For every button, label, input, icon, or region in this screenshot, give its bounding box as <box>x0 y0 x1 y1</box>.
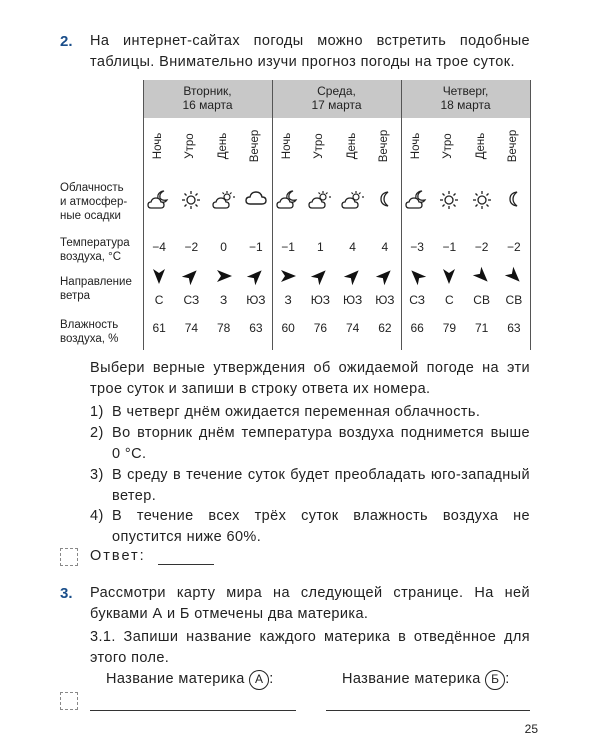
humidity-value: 61 <box>152 321 166 335</box>
temperature-value: −2 <box>507 240 521 254</box>
temperature-value: 1 <box>317 240 324 254</box>
statement-4: 4) В течение всех трёх суток влажность воздуха не опустится ниже 60%. <box>90 508 530 545</box>
row-label-temperature: Температура воздуха, °С <box>60 237 130 263</box>
temperature-value: 4 <box>381 240 389 254</box>
letter-b-mark: Б <box>485 670 505 690</box>
time-of-day: Вечер <box>506 129 519 163</box>
temperature-value: −4 <box>152 240 166 254</box>
sun-icon <box>175 190 207 213</box>
temperature-value: −2 <box>474 240 489 254</box>
arrow-down-right-icon <box>498 267 530 288</box>
time-of-day: День <box>216 132 229 160</box>
wind-direction: СЗ <box>183 293 200 307</box>
arrow-up-right-icon <box>337 267 369 288</box>
continent-b-label: Название материка Б : <box>342 670 510 690</box>
sun-cloud-icon <box>337 190 369 213</box>
time-of-day: Утро <box>313 133 326 159</box>
time-of-day: Ночь <box>410 132 422 160</box>
task-3-checkbox[interactable] <box>60 692 78 710</box>
humidity-value: 63 <box>249 321 263 335</box>
page-number: 25 <box>524 722 538 736</box>
wind-direction: ЮЗ <box>246 293 266 307</box>
day-divider <box>143 80 144 350</box>
humidity-value: 71 <box>474 321 489 335</box>
statement-3: 3) В среду в течение суток будет преобладать юго-западный ветер. <box>90 467 530 504</box>
arrow-up-left-icon <box>401 267 433 288</box>
task-2-number: 2. <box>60 33 73 50</box>
day-header: Среда, 17 марта <box>272 80 401 118</box>
wind-direction: ЮЗ <box>375 293 395 307</box>
arrow-down-icon <box>143 267 175 288</box>
humidity-value: 62 <box>378 321 392 335</box>
day-header: Четверг, 18 марта <box>401 80 530 118</box>
task-3-number: 3. <box>60 585 73 602</box>
task-2-intro: На интернет-сайтах погоды можно встретить подобные таблицы. Внимательно изучи прогноз погоды на трое суток. <box>90 33 530 70</box>
time-of-day: День <box>474 132 487 160</box>
arrow-up-right-icon <box>304 267 336 288</box>
day-divider <box>401 80 402 350</box>
time-of-day: Вечер <box>377 129 390 163</box>
humidity-value: 74 <box>345 321 360 335</box>
moon-cloud-icon <box>272 190 304 213</box>
humidity-value: 78 <box>216 321 231 335</box>
answer-label: Ответ: <box>90 548 146 564</box>
temperature-value: −1 <box>249 240 263 254</box>
time-of-day: Ночь <box>281 132 293 160</box>
time-of-day: Утро <box>184 133 197 159</box>
statement-2: 2) Во вторник днём температура воздуха поднимется выше 0 °С. <box>90 425 530 462</box>
arrow-up-right-icon <box>240 267 272 288</box>
continent-a-label: Название материка А : <box>106 670 274 690</box>
humidity-value: 66 <box>410 321 424 335</box>
continent-b-input-line[interactable] <box>326 710 530 711</box>
arrow-right-icon <box>272 267 304 288</box>
humidity-value: 79 <box>442 321 457 335</box>
humidity-value: 63 <box>507 321 521 335</box>
sun-cloud-icon <box>208 190 240 213</box>
day-divider <box>272 80 273 350</box>
arrow-up-right-icon <box>369 267 401 288</box>
time-of-day: Утро <box>442 133 455 159</box>
answer-checkbox[interactable] <box>60 548 78 566</box>
temperature-value: −2 <box>184 240 199 254</box>
wind-direction: З <box>220 293 228 307</box>
wind-direction: СЗ <box>409 293 426 307</box>
humidity-value: 74 <box>184 321 199 335</box>
row-label-wind: Направление ветра <box>60 276 132 302</box>
moon-icon <box>369 190 401 211</box>
arrow-up-right-icon <box>175 267 207 288</box>
moon-cloud-icon <box>401 190 433 213</box>
continent-a-input-line[interactable] <box>90 710 296 711</box>
arrow-down-right-icon <box>466 267 498 288</box>
time-of-day: День <box>345 132 358 160</box>
wind-direction: З <box>284 293 292 307</box>
cloud-icon <box>240 190 272 209</box>
day-divider <box>530 80 531 350</box>
temperature-value: 0 <box>220 240 227 254</box>
wind-direction: С <box>154 293 164 307</box>
row-label-humidity: Влажность воздуха, % <box>60 319 119 345</box>
temperature-value: −3 <box>410 240 424 254</box>
arrow-right-icon <box>208 267 240 288</box>
humidity-value: 76 <box>313 321 328 335</box>
temperature-value: 4 <box>349 240 356 254</box>
humidity-value: 60 <box>281 321 295 335</box>
task-3-sub: 3.1. Запиши название каждого материка в отведённое для этого поле. <box>90 629 530 666</box>
moon-icon <box>498 190 530 211</box>
wind-direction: СВ <box>505 293 523 307</box>
temperature-value: −1 <box>442 240 457 254</box>
wind-direction: ЮЗ <box>342 293 363 307</box>
time-of-day: Ночь <box>152 132 164 160</box>
moon-cloud-icon <box>143 190 175 213</box>
statement-1: 1) В четверг днём ожидается переменная облачность. <box>90 404 481 420</box>
task-2-question: Выбери верные утверждения об ожидаемой погоде на эти трое суток и запиши в строку ответа их номера. <box>90 360 530 397</box>
sun-icon <box>433 190 465 213</box>
arrow-down-icon <box>433 267 465 288</box>
task-3-intro: Рассмотри карту мира на следующей странице. На ней буквами А и Б отмечены два материка. <box>90 585 530 622</box>
wind-direction: ЮЗ <box>310 293 331 307</box>
wind-direction: С <box>445 293 454 307</box>
sun-icon <box>466 190 498 213</box>
answer-line[interactable] <box>158 564 214 565</box>
letter-a-mark: А <box>249 670 269 690</box>
temperature-value: −1 <box>281 240 295 254</box>
row-label-clouds: Облачность и атмосфер- ные осадки <box>60 182 128 222</box>
time-of-day: Вечер <box>248 129 261 163</box>
sun-cloud-icon <box>304 190 336 213</box>
day-header: Вторник, 16 марта <box>143 80 272 118</box>
wind-direction: СВ <box>473 293 490 307</box>
